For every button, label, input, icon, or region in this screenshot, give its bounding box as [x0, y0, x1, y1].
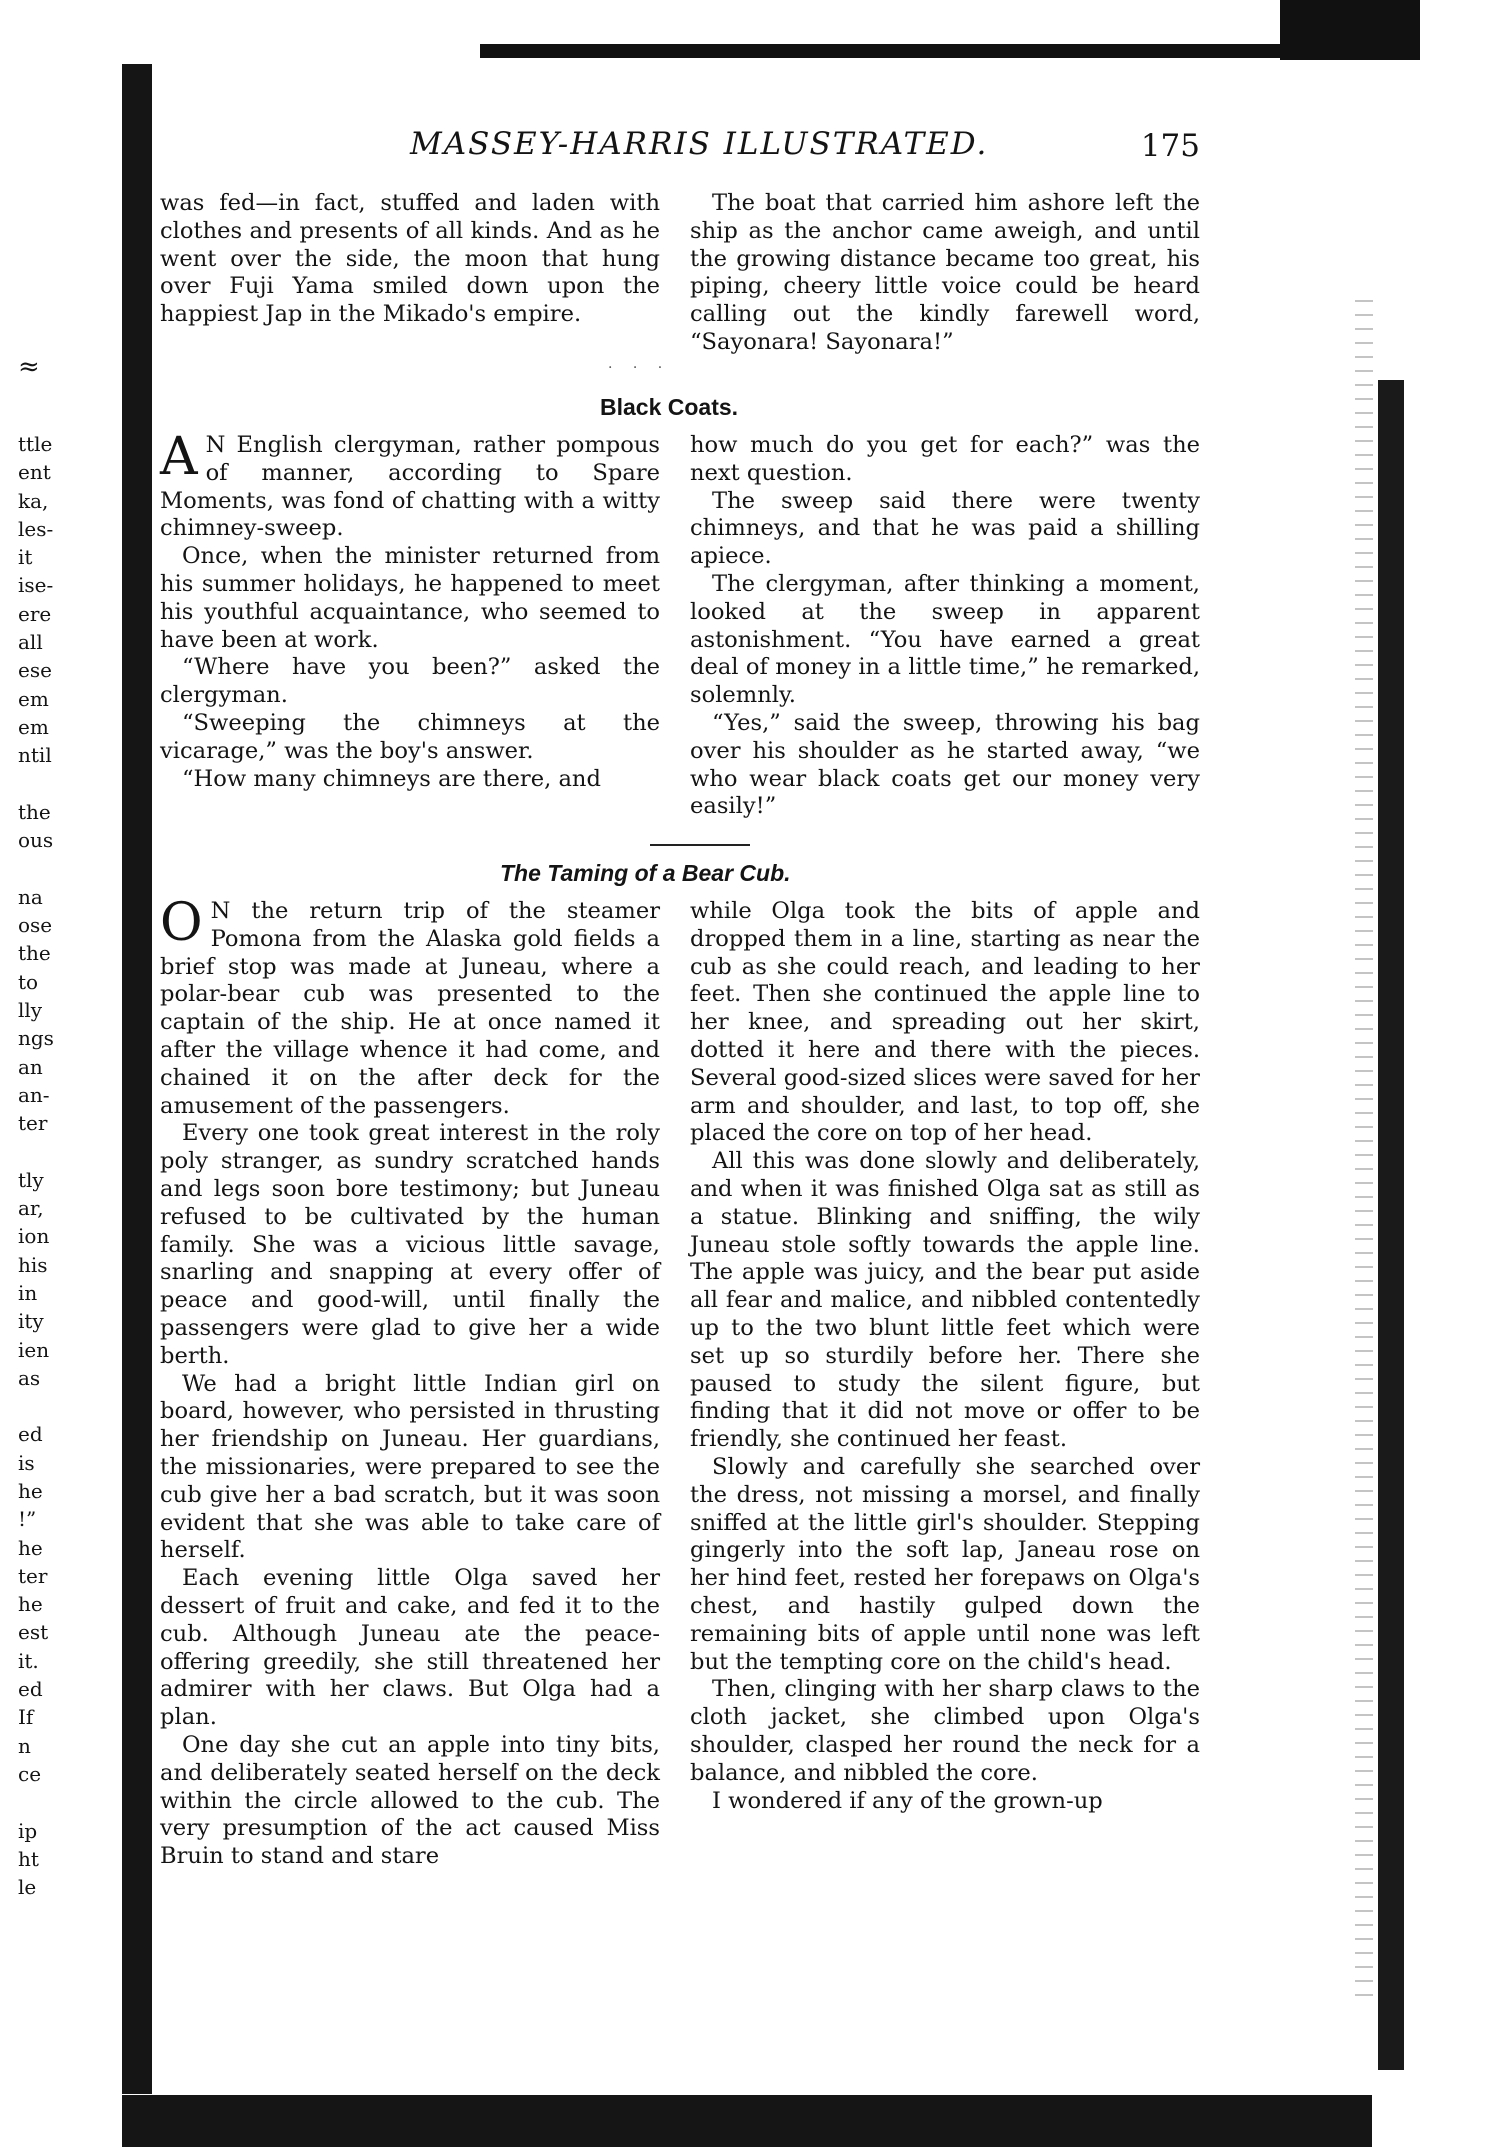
margin-fragment: tly — [18, 1167, 44, 1192]
margin-fragment: ed — [18, 1422, 43, 1447]
paragraph: Slowly and carefully she searched over the dress, not missing a morsel, and finally sniffed at the little girl's shoulder. Stepping gingerly into the soft lap, Janeau rose on her hind feet, rested her forepaws on Olga's chest, and hastily gulped down the remaining bits of apple until none was left but the tempting core on the child's head. — [690, 1453, 1200, 1675]
margin-fragment: ter — [18, 1111, 48, 1136]
margin-fragment — [18, 1392, 108, 1420]
margin-fragment: ed — [18, 1677, 43, 1702]
paragraph: “How many chimneys are there, and — [182, 765, 601, 792]
margin-fragment: ese — [18, 658, 52, 683]
scan-edge-right — [1378, 380, 1404, 2070]
margin-fragment: les- — [18, 516, 54, 541]
margin-fragment: ngs — [18, 1026, 54, 1051]
paragraph: Then, clinging with her sharp claws to the cloth jacket, she climbed upon Olga's shoulder, clasped her round the neck for a balance, and nibbled the core. — [690, 1676, 1200, 1786]
paragraph: I wondered if any of the grown-up — [712, 1787, 1103, 1814]
scan-noise — [1355, 300, 1373, 2000]
paragraph: The boat that carried him ashore left the ship as the anchor came aweigh, and until the growing distance became too great, his piping, cheery little voice could be heard calling out the kindly farewell word, “Sayonara! Sayonara!” — [690, 190, 1200, 355]
margin-fragment: ere — [18, 601, 52, 626]
drop-cap: O — [160, 893, 203, 953]
margin-fragment: ion — [18, 1224, 50, 1249]
paragraph: “Where have you been?” asked the clergyman. — [160, 654, 660, 709]
section-rule — [650, 844, 750, 846]
margin-fragment: le — [18, 1875, 37, 1900]
paragraph: A N English clergyman, rather pompous of manner, according to Spare Moments, was fond of chatting with a witty chimney-sweep. — [160, 427, 660, 542]
margin-fragment: all — [18, 630, 43, 655]
margin-fragment: ose — [18, 913, 53, 938]
paragraph: One day she cut an apple into tiny bits, and deliberately seated herself on the deck within the circle allowed to the cub. The very presumption of the act caused Miss Bruin to stand and stare — [160, 1731, 660, 1870]
paragraph: The sweep said there were twenty chimneys, and that he was paid a shilling apiece. — [690, 487, 1200, 570]
paragraph: We had a bright little Indian girl on board, however, who persisted in thrusting her friendship on Juneau. Her guardians, the missionaries, were prepared to see the cub give her a bad scratch, but it was soon evident that she was able to take care of herself. — [160, 1370, 660, 1564]
margin-fragment: the — [18, 799, 51, 824]
black-coats-column-left — [160, 427, 660, 793]
margin-fragment: If — [18, 1705, 34, 1730]
margin-fragment: in — [18, 1280, 38, 1305]
page-header — [380, 118, 1220, 178]
paragraph: how much do you get for each?” was the next question. — [690, 432, 1200, 486]
margin-fragment: ce — [18, 1761, 42, 1786]
margin-fragment: ise- — [18, 573, 54, 598]
paragraph: Every one took great interest in the roly poly stranger, as sundry scratched hands and legs soon bore testimony; but Juneau refused to be cultivated by the human family. She was a vicious little savage, snarling and snapping at every offer of peace and good-will, until finally the passengers were glad to give her a wide berth. — [160, 1120, 660, 1369]
scan-edge-bottom — [122, 2095, 1372, 2147]
margin-fragment: ttle — [18, 432, 53, 456]
margin-fragment: the — [18, 941, 51, 966]
paragraph: All this was done slowly and deliberately, and when it was finished Olga sat as still as a statue. Blinking and sniffing, the wily Juneau stole softly towards the apple line. The apple was juicy, and the bear put aside all fear and malice, and nibbled contentedly up to the two blunt little feet which were set up so sturdily before her. There she paused to study the silent figure, but finding that it did not move or offer to be friendly, she continued her feast. — [690, 1148, 1200, 1453]
margin-fragment: he — [18, 1478, 43, 1503]
margin-fragment — [18, 1137, 108, 1165]
margin-fragment: is — [18, 1450, 35, 1475]
margin-fragment: his — [18, 1252, 48, 1277]
bear-cub-column-left — [160, 893, 660, 1871]
margin-fragment: ntil — [18, 743, 52, 768]
black-coats-column-right — [690, 432, 1200, 821]
margin-fragment: n — [18, 1733, 31, 1758]
paragraph: “Yes,” said the sweep, throwing his bag over his shoulder as he started away, “we who wear black coats get our money very easily!” — [690, 709, 1200, 820]
margin-fragment: em — [18, 714, 49, 739]
paragraph: Once, when the minister returned from his summer holidays, he happened to meet his youthful acquaintance, who seemed to have been at work. — [160, 543, 660, 653]
page-number: 175 — [1140, 128, 1200, 164]
margin-mark: ≈ — [18, 352, 40, 382]
margin-fragment: as — [18, 1365, 41, 1390]
margin-fragment: ar, — [18, 1196, 44, 1221]
bear-cub-column-right — [690, 898, 1200, 1815]
bear-cub-title: The Taming of a Bear Cub. — [500, 860, 791, 886]
margin-fragment: est — [18, 1620, 49, 1645]
margin-fragment: it — [18, 545, 33, 570]
margin-fragment: ous — [18, 828, 54, 853]
margin-fragment — [18, 770, 108, 798]
margin-fragment: ip — [18, 1818, 38, 1843]
margin-fragment: !” — [18, 1507, 37, 1532]
margin-fragment: to — [18, 969, 39, 994]
margin-fragment: lly — [18, 997, 43, 1022]
margin-fragment: ent — [18, 460, 51, 485]
margin-fragment: he — [18, 1535, 43, 1560]
black-coats-title: Black Coats. — [600, 394, 739, 420]
margin-fragment: he — [18, 1592, 43, 1617]
section-separator: · · · — [608, 360, 671, 376]
margin-fragment: ht — [18, 1846, 39, 1871]
paragraph: “Sweeping the chimneys at the vicarage,” was the boy's answer. — [160, 709, 660, 764]
margin-fragment — [18, 854, 108, 882]
paragraph: O N the return trip of the steamer Pomona from the Alaska gold fields a brief stop was made at Juneau, where a polar-bear cub was presented to the captain of the ship. He at once named it after the village whence it had come, and chained it on the after deck for the amusement of the passengers. — [160, 893, 660, 1119]
paragraph: was fed—in fact, stuffed and laden with clothes and presents of all kinds. And as he went over the side, the moon that hung over Fuji Yama smiled down upon the happiest Jap in the Mikado's empire. — [160, 190, 660, 328]
margin-fragment: it. — [18, 1648, 39, 1673]
margin-fragment: an — [18, 1054, 43, 1079]
margin-fragment — [18, 1788, 108, 1816]
paragraph: while Olga took the bits of apple and dropped them in a line, starting as near the cub as she could reach, and leading to her feet. Then she continued the apple line to her knee, and spreading out her skirt, dotted it here and there with the pieces. Several good-sized slices were saved for her arm and shoulder, and last, to top off, she placed the core on top of her head. — [690, 898, 1200, 1147]
running-title: MASSEY-HARRIS ILLUSTRATED. — [410, 126, 989, 162]
scan-edge-left — [122, 64, 152, 2094]
margin-fragment: ien — [18, 1337, 50, 1362]
drop-cap: A — [160, 427, 198, 487]
margin-fragment: na — [18, 884, 43, 909]
margin-fragment: an- — [18, 1082, 50, 1107]
margin-fragment: ity — [18, 1309, 44, 1334]
margin-fragment: ka, — [18, 488, 49, 513]
margin-fragment: em — [18, 686, 49, 711]
scan-edge-top — [480, 44, 1410, 58]
paragraph: Each evening little Olga saved her dessert of fruit and cake, and fed it to the cub. Although Juneau ate the peace-offering greedily, she still threatened her admirer with her claws. But Olga had a plan. — [160, 1565, 660, 1731]
margin-fragment: ter — [18, 1563, 48, 1588]
paragraph: The clergyman, after thinking a moment, looked at the sweep in apparent astonishment. “You have earned a great deal of money in a little time,” he remarked, solemnly. — [690, 570, 1200, 709]
facing-page-fragments — [18, 430, 108, 1901]
top-column-left — [160, 190, 660, 329]
top-column-right — [690, 190, 1200, 357]
